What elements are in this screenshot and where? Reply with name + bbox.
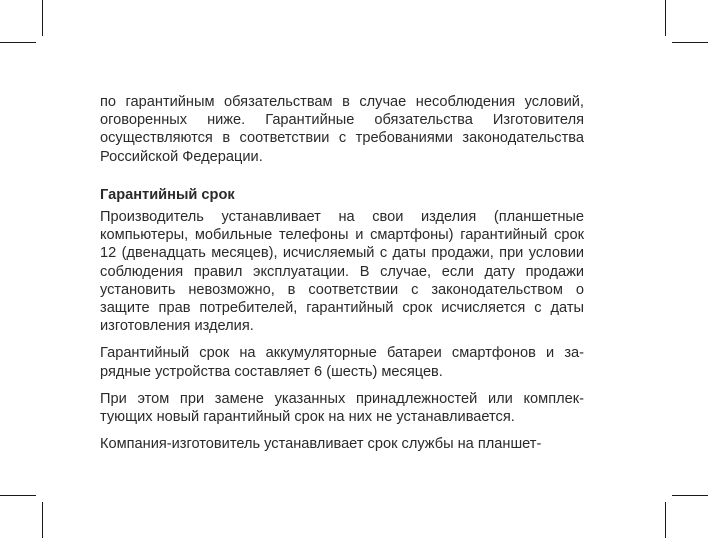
intro-paragraph: по гарантийным обязательствам в случае несоблюдения условий, оговоренных ниже. Гарантийные обязательства Изготовителя осуществляются в соответствии с требованиями законодательства Российской Федерации. [100, 94, 584, 165]
crop-mark-bottom-right-horizontal [672, 495, 708, 496]
crop-mark-top-right-vertical [665, 0, 666, 36]
document-body [100, 93, 584, 453]
crop-mark-top-left-vertical [42, 0, 43, 36]
crop-mark-bottom-left-vertical [42, 502, 43, 538]
paragraph-replacement-term: При этом при замене указанных принадлежностей или комплектующих новый гарантийный срок на них не устанавливается. [100, 390, 584, 426]
crop-mark-bottom-left-horizontal [0, 495, 36, 496]
crop-mark-top-left-horizontal [0, 42, 36, 43]
crop-mark-bottom-right-vertical [665, 502, 666, 538]
crop-mark-top-right-horizontal [672, 42, 708, 43]
paragraph-warranty-term: Производитель устанавливает на свои изделия (планшетные компьютеры, мобильные телефоны и смартфоны) гарантийный срок 12 (двенадцать месяцев), исчисляемый с даты продажи, при условии соблюдения правил эксплуатации. В случае, если дату продажи установить невозможно, в соответствии с законодательством о защите прав потребителей, гарантийный срок исчисляется с даты изготовления изделия. [100, 209, 584, 335]
section-heading: Гарантийный срок [100, 186, 235, 203]
paragraph-service-life: Компания-изготовитель устанавливает срок службы на планшет- [100, 436, 542, 453]
paragraph-battery-term: Гарантийный срок на аккумуляторные батареи смартфонов и зарядные устройства составляет 6 (шесть) месяцев. [100, 345, 584, 380]
